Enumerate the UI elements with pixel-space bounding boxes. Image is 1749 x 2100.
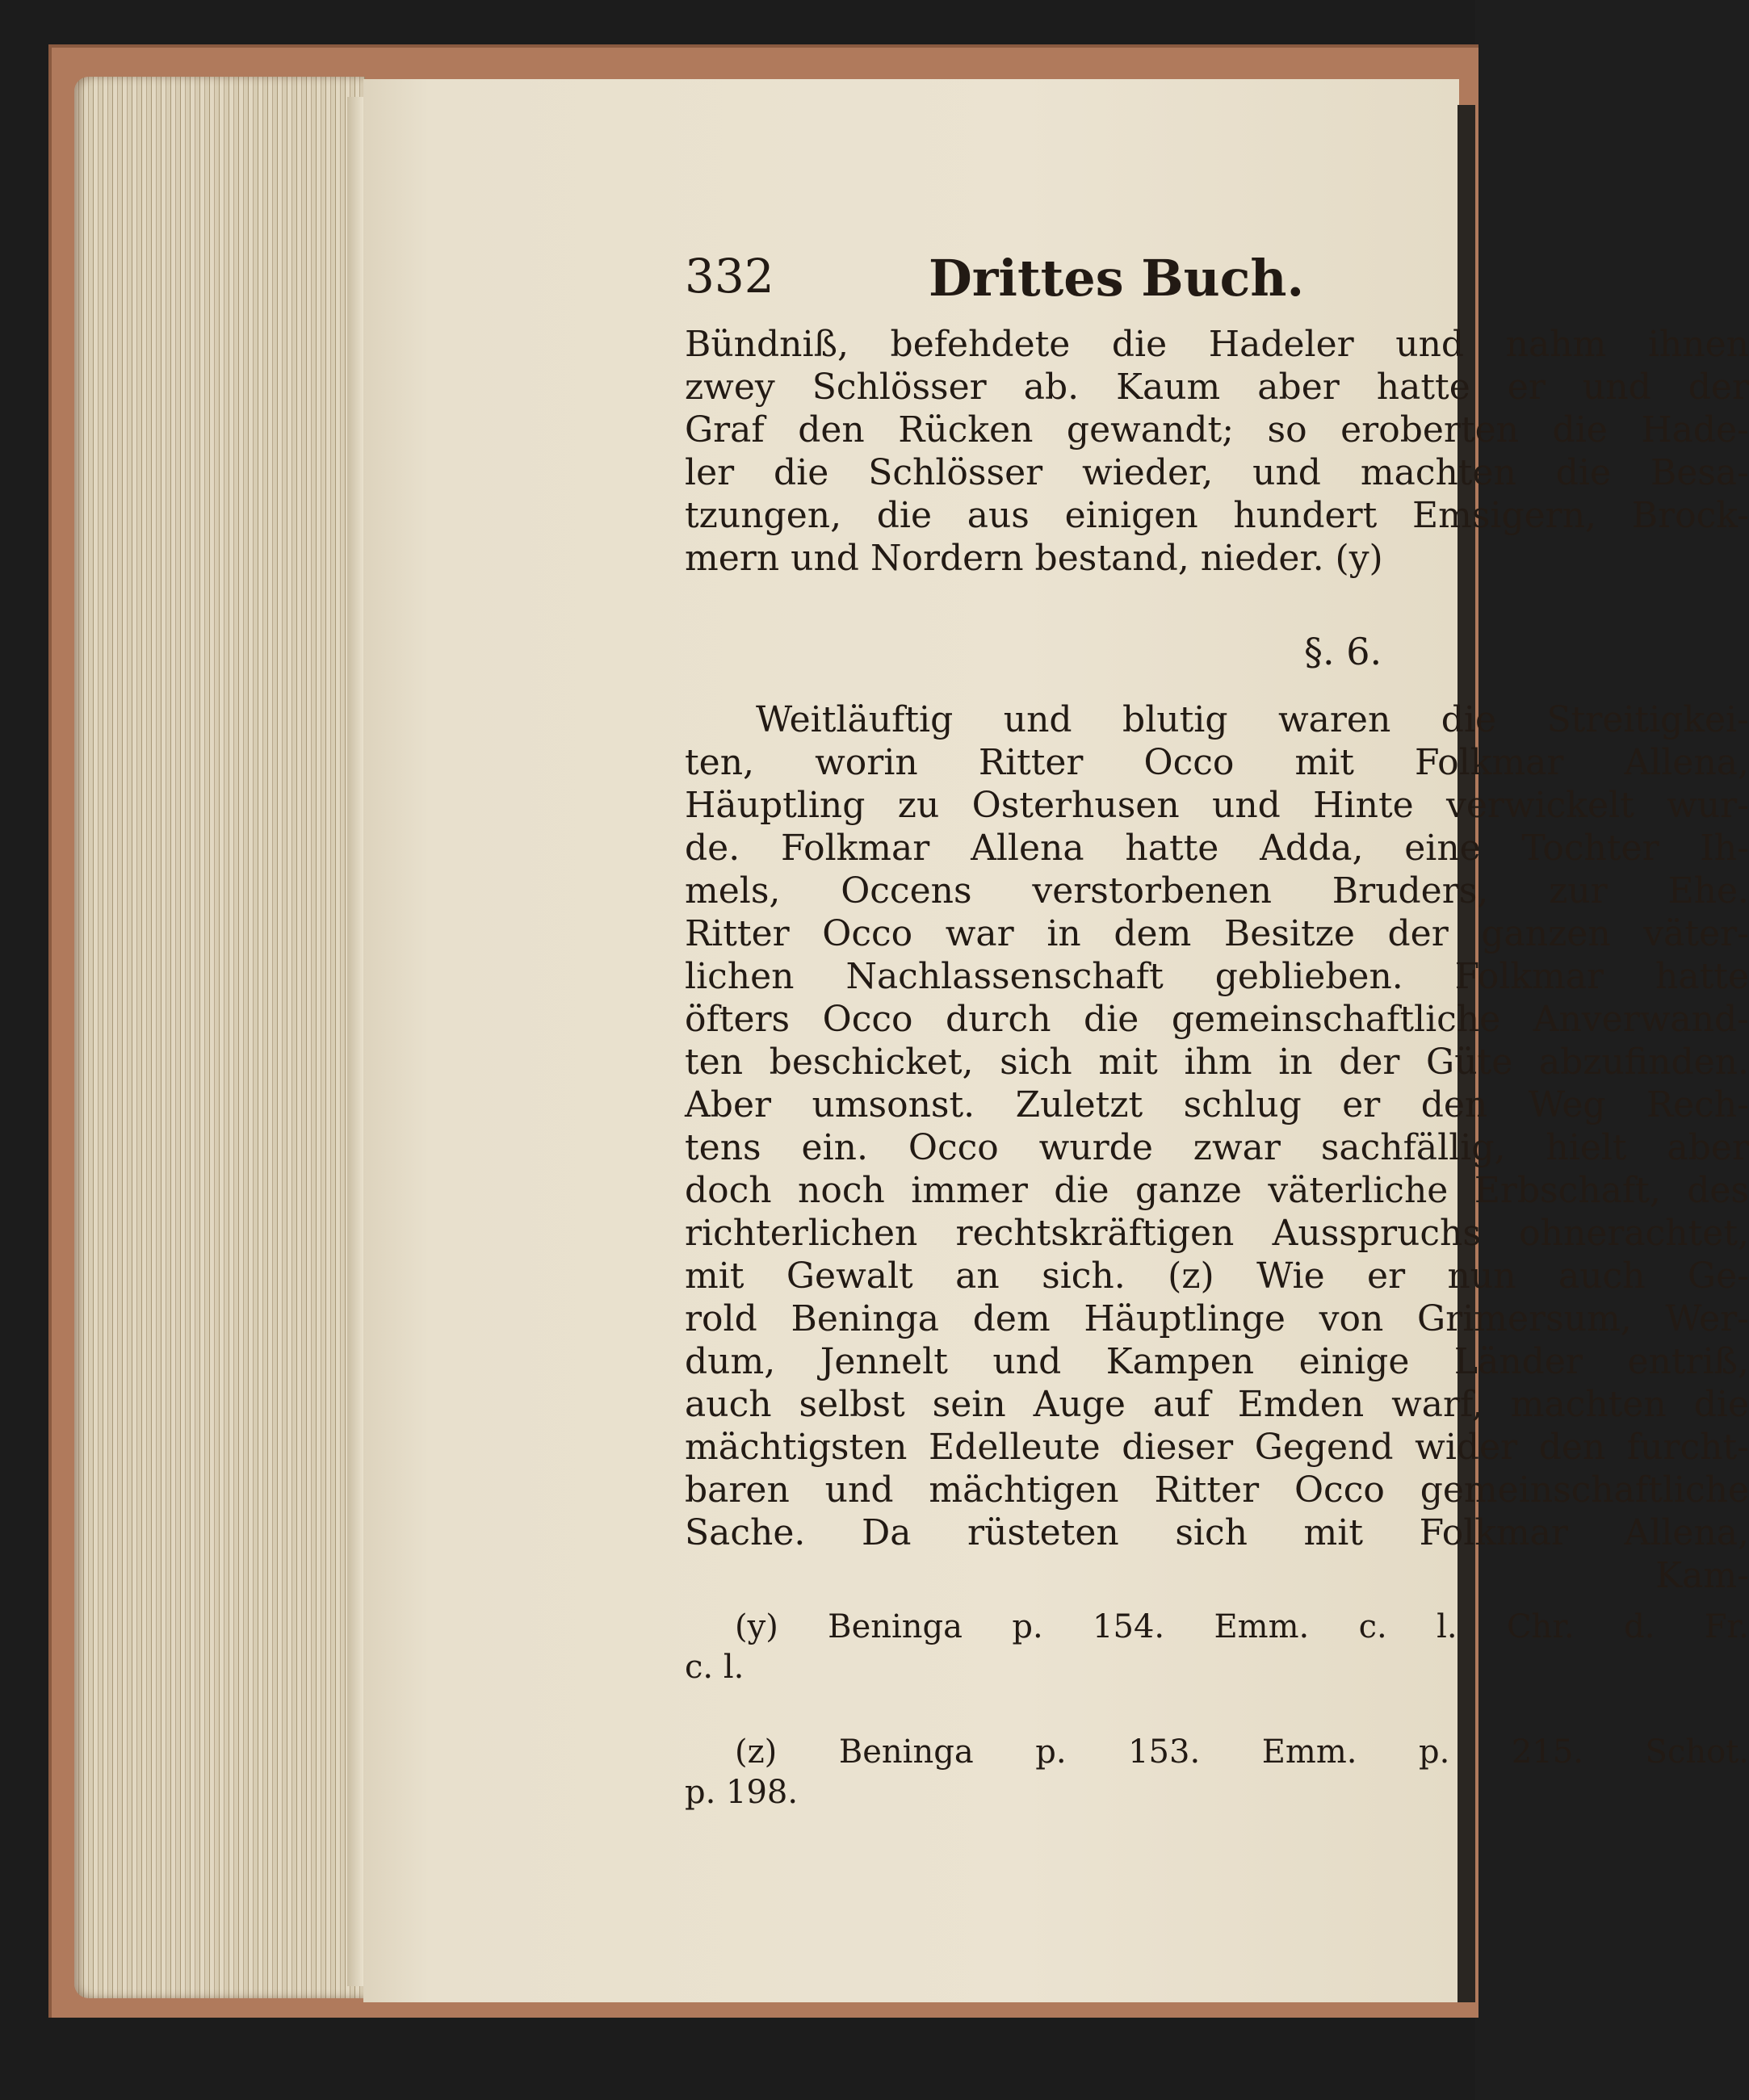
text-line: zwey Schlösser ab. Kaum aber hatte er und der [685,367,1749,408]
text-line: Häuptling zu Osterhusen und Hinte verwickelt wur- [685,785,1749,826]
text-line: tzungen, die aus einigen hundert Emsigern, Brock- [685,495,1749,536]
footnote-line: p. 198. [685,1774,799,1811]
text-line: Ritter Occo war in dem Besitze der ganzen väter- [685,913,1749,954]
text-line: Sache. Da rüsteten sich mit Folkmar Allena, [685,1512,1749,1553]
page-number: 332 [685,249,774,304]
footnote-line: (z) Beninga p. 153. Emm. p. 215. Schot. [735,1733,1749,1771]
paragraph-1 [685,323,1749,580]
text-line: lichen Nachlassenschaft geblieben. Folkmar hatte [685,956,1749,997]
page-edges-stack [74,77,365,1998]
text-line: rold Beninga dem Häuptlinge von Grimersum, Wer- [685,1298,1749,1339]
catchword: Kam- [1655,1555,1749,1596]
text-line: ten beschicket, sich mit ihm in der Güte abzufinden. [685,1042,1749,1083]
text-line: richterlichen rechtskräftigen Ausspruchs ohnerachtet, [685,1213,1749,1254]
text-line: mächtigsten Edelleute dieser Gegend wider den furcht- [685,1427,1749,1468]
text-line: ten, worin Ritter Occo mit Folkmar Allena, [685,742,1749,783]
paragraph-2 [685,698,1749,1597]
text-line: ler die Schlösser wieder, und machten die Besa- [685,452,1749,493]
text-line: Weitläuftig und blutig waren die Streitigkei- [756,699,1749,740]
footnote-y [685,1607,1749,1687]
text-line: Graf den Rücken gewandt; so eroberten die Hade- [685,409,1749,451]
section-mark: §. 6. [1304,630,1382,673]
text-line: öfters Occo durch die gemeinschaftliche Anverwand- [685,999,1749,1040]
text-line: Aber umsonst. Zuletzt schlug er den Weg Rech- [685,1084,1749,1125]
text-line: mit Gewalt an sich. (z) Wie er nun auch Ge- [685,1255,1749,1297]
text-line: dum, Jennelt und Kampen einige Länder entriß, [685,1341,1749,1382]
page-gutter [347,97,363,1986]
text-line: baren und mächtigen Ritter Occo gemeinschaftliche [685,1469,1749,1511]
footnote-line: (y) Beninga p. 154. Emm. c. l. Chr. d. Fr. [735,1608,1749,1645]
text-line: de. Folkmar Allena hatte Adda, eine Tochter Ih- [685,828,1749,869]
text-line: tens ein. Occo wurde zwar sachfällig, hielt aber [685,1127,1749,1168]
running-head: Drittes Buch. [929,249,1305,308]
text-line: doch noch immer die ganze väterliche Erbschaft, des [685,1170,1749,1211]
text-line: auch selbst sein Auge auf Emden warf, machten die [685,1384,1749,1425]
page-header [323,249,1437,313]
text-line: Bündniß, befehdete die Hadeler und nahm ihnen [685,324,1749,365]
text-line: mern und Nordern bestand, nieder. (y) [685,538,1383,579]
footnote-line: c. l. [685,1649,744,1686]
text-line: mels, Occens verstorbenen Bruders, zur Ehe. [685,870,1749,912]
footnote-z [685,1732,1749,1813]
